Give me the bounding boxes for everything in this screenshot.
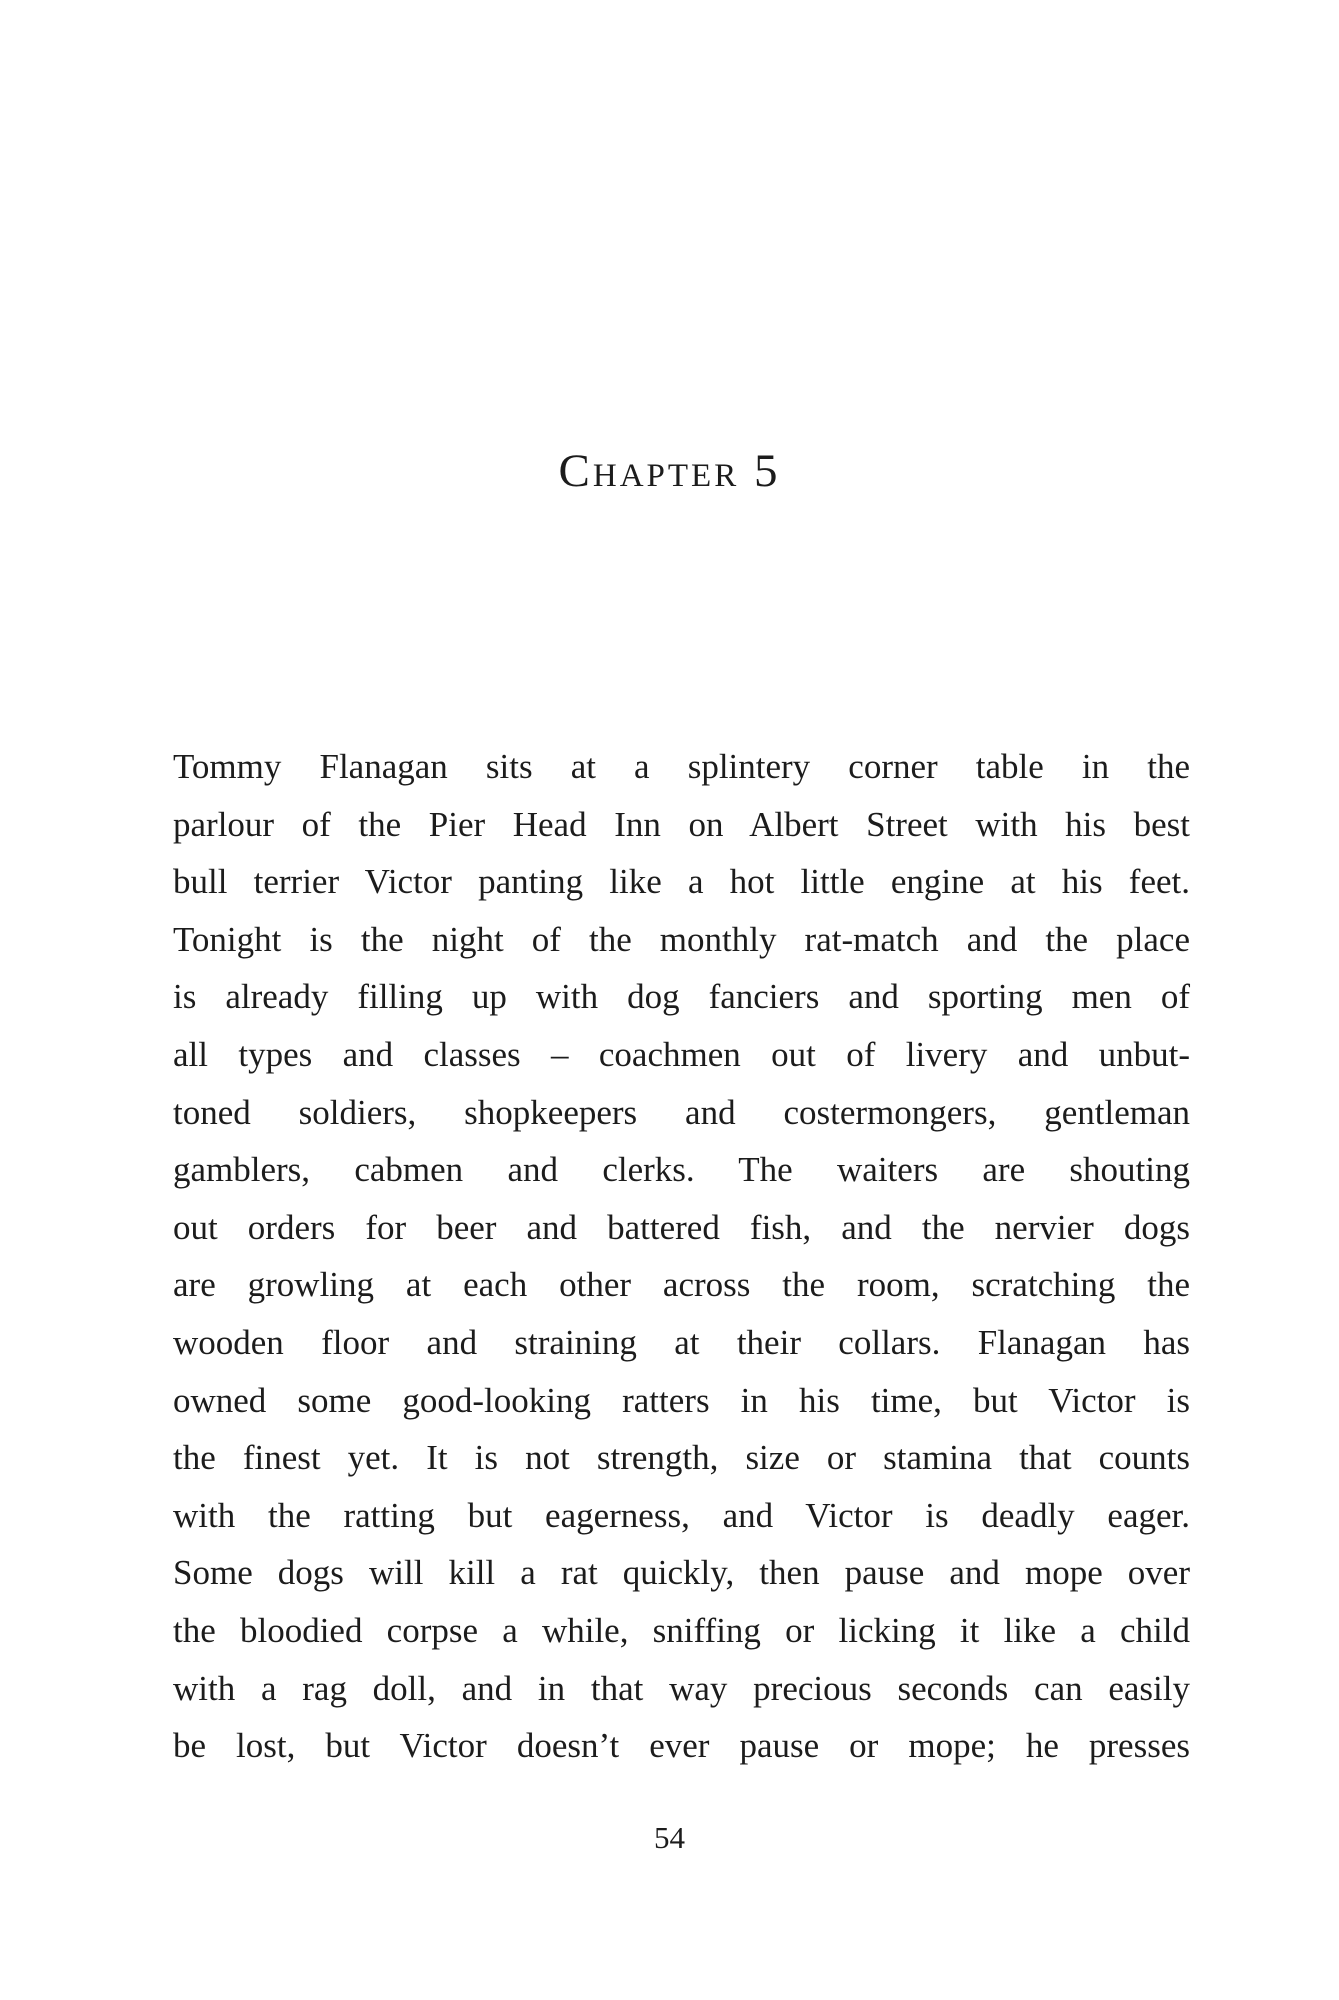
text-line: all types and classes – coachmen out of livery and unbut-	[173, 1034, 1190, 1074]
text-line: Tommy Flanagan sits at a splintery corner table in the	[173, 747, 1190, 786]
text-line: the bloodied corpse a while, sniffing or licking it like a child	[173, 1610, 1190, 1650]
text-line: be lost, but Victor doesn’t ever pause or mope; he presses	[173, 1726, 1190, 1766]
text-line: are growling at each other across the room, scratching the	[173, 1265, 1190, 1305]
text-line: is already filling up with dog fanciers and sporting men of	[173, 977, 1190, 1017]
text-line: with a rag doll, and in that way precious seconds can easily	[173, 1668, 1190, 1708]
text-line: Tonight is the night of the monthly rat-match and the place	[173, 919, 1190, 959]
text-line: parlour of the Pier Head Inn on Albert Street with his best	[173, 804, 1190, 844]
text-line: gamblers, cabmen and clerks. The waiters are shouting	[173, 1150, 1190, 1190]
text-line: out orders for beer and battered fish, and the nervier dogs	[173, 1207, 1190, 1247]
chapter-heading: Chapter 5	[558, 445, 781, 497]
text-line: bull terrier Victor panting like a hot little engine at his feet.	[173, 862, 1190, 902]
body-text	[173, 738, 1190, 1775]
text-line: toned soldiers, shopkeepers and costermongers, gentleman	[173, 1092, 1190, 1132]
page-number: 54	[654, 1820, 685, 1855]
text-line: wooden floor and straining at their collars. Flanagan has	[173, 1322, 1190, 1362]
text-line: owned some good-looking ratters in his time, but Victor is	[173, 1380, 1190, 1420]
text-line: with the ratting but eagerness, and Victor is deadly eager.	[173, 1495, 1190, 1535]
text-line: Some dogs will kill a rat quickly, then pause and mope over	[173, 1553, 1190, 1593]
text-line: the finest yet. It is not strength, size or stamina that counts	[173, 1438, 1190, 1478]
